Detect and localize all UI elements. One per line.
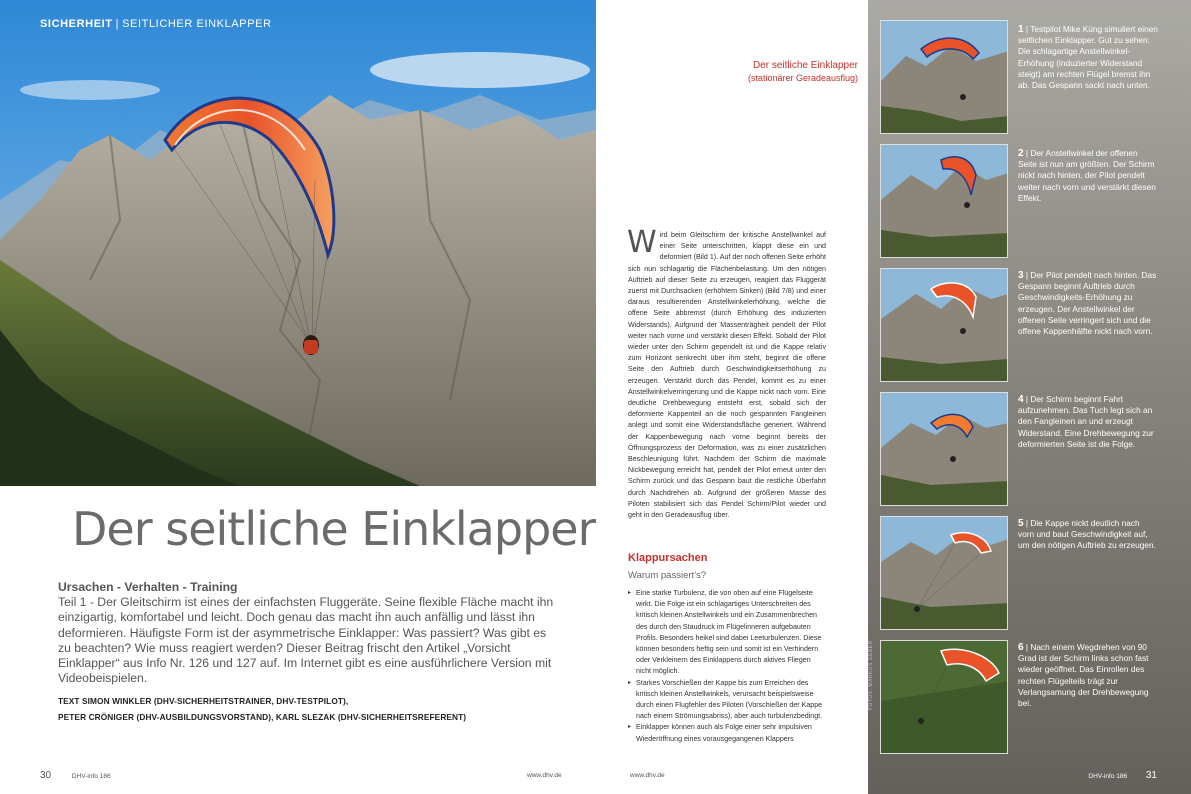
caption-text: Der Schirm beginnt Fahrt aufzunehmen. Das Tuch legt sich an den Fangleinen an und erzeugt Widerstand. Eine Drehbewegung zur deformierten Seite ist die Folge. (1018, 394, 1154, 449)
caption-number: 5 (1018, 518, 1024, 529)
section-label (40, 18, 272, 30)
body-paragraph: ird beim Gleitschirm der kritische Anstellwinkel auf einer Seite unterschritten, klappt diese ein und deformiert (Bild 1). Auf der noch offenen Seite erhöht sich nun schlagartig die Flächenbelastung. Um den nötigen Auftrieb auf dieser Seite zu erzeugen, reagiert das Fluggerät zuerst mit Durchsacken (erhöhtem Sinken) (Bild 7/8) und einer daraus resultierenden Anstellwinkelerhöhung, welche die offene Seite abbremst (durch Erhöhung des induzierten Widerstands). Aufgrund der Massenträgheit pendelt der Pilot weiter nach vorne und verstärkt diesen Effekt. Sobald der Pilot wieder unter den Schirm gependelt ist und die Kappe relativ zum Horizont senkrecht über ihm steht, beginnt die offene Seite den Auftrieb durch Geschwindigkeitserhöhung zu erzeugen. Verstärkt durch das Pendel, kommt es zu einer Anstellwinkelverringerung und die Kappe nickt nach vorn. Eine deutliche Drehbewegung entsteht erst, sobald sich der deformierte Kappenteil an die noch gespannten Fangleinen anlegt und somit eine Widerstandsfläche generiert. Während der Kappenbewegung nach vorne beginnt bereits der Öffnungsprozess der Deformation, was zu einer zusätzlichen Beschleunigung führt. Nachdem der Schirm die maximale Nickbewegung erreicht hat, pendelt der Pilot erneut unter den Schirm zurück und das Gespann baut die restliche Überfahrt durch Nachdrehen ab. Aufgrund der größeren Masse des Piloten stabilisiert sich das Pendel Schirm/Pilot wieder und geht in den Geradeausflug über. (628, 231, 826, 520)
magazine-name-right: DHV-info 186 (1088, 773, 1128, 780)
paraglider-photo-3 (881, 269, 1008, 382)
paraglider-photo-1 (881, 21, 1008, 134)
lead-kicker: Ursachen - Verhalten - Training (58, 580, 238, 594)
photo-2 (880, 144, 1008, 258)
caption-text: Die Kappe nickt deutlich nach vorn und baut Geschwindigkeit auf, um den nötigen Auftrieb zu erzeugen. (1018, 518, 1156, 551)
right-folio (1088, 770, 1157, 781)
magazine-name-left: DHV-info 186 (71, 773, 111, 780)
photo-5 (880, 516, 1008, 630)
body-text (627, 225, 826, 521)
caption-text: Nach einem Wegdrehen von 90 Grad ist der Schirm links schon fast wieder geöffnet. Das Einrollen des rechten Flügelteils trägt zur Verlangsamung der Drehbewegung bei. (1018, 642, 1149, 709)
article-title: Der seitliche Einklapper (72, 502, 596, 556)
lead-text: Teil 1 - Der Gleitschirm ist eines der einfachsten Fluggeräte. Seine flexible Fläche macht ihn einzigartig, komfortabel und leicht. Doch genau das macht ihn auch anfällig und lässt ihn deformieren. Häufigste Form ist der asymmetrische Einklapper: Was passiert? Was gibt es zu beachten? Wie muss reagiert werden? Dieser Beitrag frischt den Artikel „Vorsicht Einklapper“ aus Info Nr. 126 und 127 auf. Im Internet gibt es eine ausführlichere Version mit Videobeispielen. (58, 595, 554, 686)
author-credits (58, 693, 558, 725)
list-item: ▸ Starkes Vorschießen der Kappe bis zum Erreichen des kritisch kleinen Anstellwinkels, verursacht beispielsweise durch einen Flugfehler des Piloten (Vorschießen der Kappe nach einem Strömungsabriss), aber auch turbulenzbedingt. (628, 678, 826, 723)
list-item: ▸ Einklapper können auch als Folge einer sehr impulsiven Wiederöffnung eines vorausgegangenen Klappers (628, 722, 826, 744)
photo-4 (880, 392, 1008, 506)
caption-text: Der Pilot pendelt nach hinten. Das Gespann beginnt Auftrieb durch Geschwindigkeits-Erhöhung zu erzeugen. Der Anstellwinkel der offenen Seite verringert sich und die offene Kappenhälfte nickt nach vorn. (1018, 270, 1157, 337)
photo-6 (880, 640, 1008, 754)
photo-3 (880, 268, 1008, 382)
caption-number: 1 (1018, 24, 1024, 35)
caption-text: Der Anstellwinkel der offenen Seite ist nun am größten. Der Schirm nickt nach hinten, der Pilot pendelt weiter nach vorn und verstärkt diesen Effekt. (1018, 148, 1156, 203)
url-right[interactable]: www.dhv.de (630, 772, 665, 779)
page-number-left: 30 (40, 770, 52, 781)
causes-list (628, 588, 826, 745)
left-folio (40, 770, 111, 781)
sidebar-heading-line-2: (stationärer Geradeausflug) (747, 73, 858, 83)
photo-1 (880, 20, 1008, 134)
section-subname: SEITLICHER EINKLAPPER (122, 18, 272, 30)
paraglider-photo-5 (881, 517, 1008, 630)
caption-number: 3 (1018, 270, 1024, 281)
sidebar-heading (748, 60, 858, 84)
caption-number: 6 (1018, 642, 1024, 653)
paraglider-photo-4 (881, 393, 1008, 506)
caption-2: 2 | Der Anstellwinkel der offenen Seite ist nun am größten. Der Schirm nickt nach hinten, der Pilot pendelt weiter nach vorn und verstärkt diesen Effekt. (1018, 148, 1156, 203)
lead-paragraph (58, 580, 558, 686)
right-page (596, 0, 1191, 794)
caption-number: 4 (1018, 394, 1024, 405)
hero-landscape-image (0, 0, 596, 486)
caption-5: 5 | Die Kappe nickt deutlich nach vorn und baut Geschwindigkeit auf, um den nötigen Auftrieb zu erzeugen. (1018, 518, 1156, 551)
page-number-right: 31 (1145, 770, 1157, 781)
url-left[interactable]: www.dhv.de (527, 772, 562, 779)
caption-3: 3 | Der Pilot pendelt nach hinten. Das Gespann beginnt Auftrieb durch Geschwindigkeits-Erhöhung zu erzeugen. Der Anstellwinkel der offenen Seite verringert sich und die offene Kappenhälfte nickt nach vorn. (1018, 270, 1157, 337)
list-item: ▸ Eine starke Turbulenz, die von oben auf eine Flügelseite wirkt. Die Folge ist ein schlagartiges Unterschreiten des kritisch kleinen Anstellwinkels und ein Zusammenbrechen des durch den Staudruck im Flügelinneren aufgebauten Profils. Besonders heikel sind dabei Leeturbulenzen. Diese können besonders heftig sein und somit ist ein Verhindern oder Verkleinern des Einklappens durch aktives Fliegen nicht möglich. (628, 588, 826, 678)
paraglider-photo-2 (881, 145, 1008, 258)
credit-line-2: PETER CRÖNIGER (DHV-AUSBILDUNGSVORSTAND), KARL SLEZAK (DHV-SICHERHEITSREFERENT) (58, 712, 467, 722)
caption-text: Testpilot Mike Küng simuliert einen seitlichen Einklapper. Gut zu sehen: Die schlagartige Anstellwinkel-Erhöhung (induzierter Widerstand steigt) am rechten Flügel bremst ihn ab. Das Gespann sackt nach unten. (1018, 24, 1158, 91)
sidebar-heading-line-1: Der seitliche Einklapper (752, 60, 858, 71)
section-separator: | (115, 18, 120, 30)
photo-credit: FOTOS: MARKUS GEBER (868, 640, 874, 710)
drop-cap: W (627, 225, 657, 260)
caption-1: 1 | Testpilot Mike Küng simuliert einen seitlichen Einklapper. Gut zu sehen: Die schlagartige Anstellwinkel-Erhöhung (induzierter Widerstand steigt) am rechten Flügel bremst ihn ab. Das Gespann sackt nach unten. (1018, 24, 1158, 91)
subheading-question: Warum passiert’s? (628, 570, 707, 581)
subheading-causes: Klappursachen (628, 552, 708, 564)
credit-line-1: TEXT SIMON WINKLER (DHV-SICHERHEITSTRAINER, DHV-TESTPILOT), (58, 696, 349, 706)
section-name: SICHERHEIT (40, 18, 113, 30)
caption-number: 2 (1018, 148, 1024, 159)
caption-6: 6 | Nach einem Wegdrehen von 90 Grad ist der Schirm links schon fast wieder geöffnet. Das Einrollen des rechten Flügelteils trägt zur Verlangsamung der Drehbewegung bei. (1018, 642, 1149, 709)
caption-4: 4 | Der Schirm beginnt Fahrt aufzunehmen. Das Tuch legt sich an den Fangleinen an und erzeugt Widerstand. Eine Drehbewegung zur deformierten Seite ist die Folge. (1018, 394, 1154, 449)
paraglider-photo-6 (881, 641, 1008, 754)
hero-photo (0, 0, 596, 486)
